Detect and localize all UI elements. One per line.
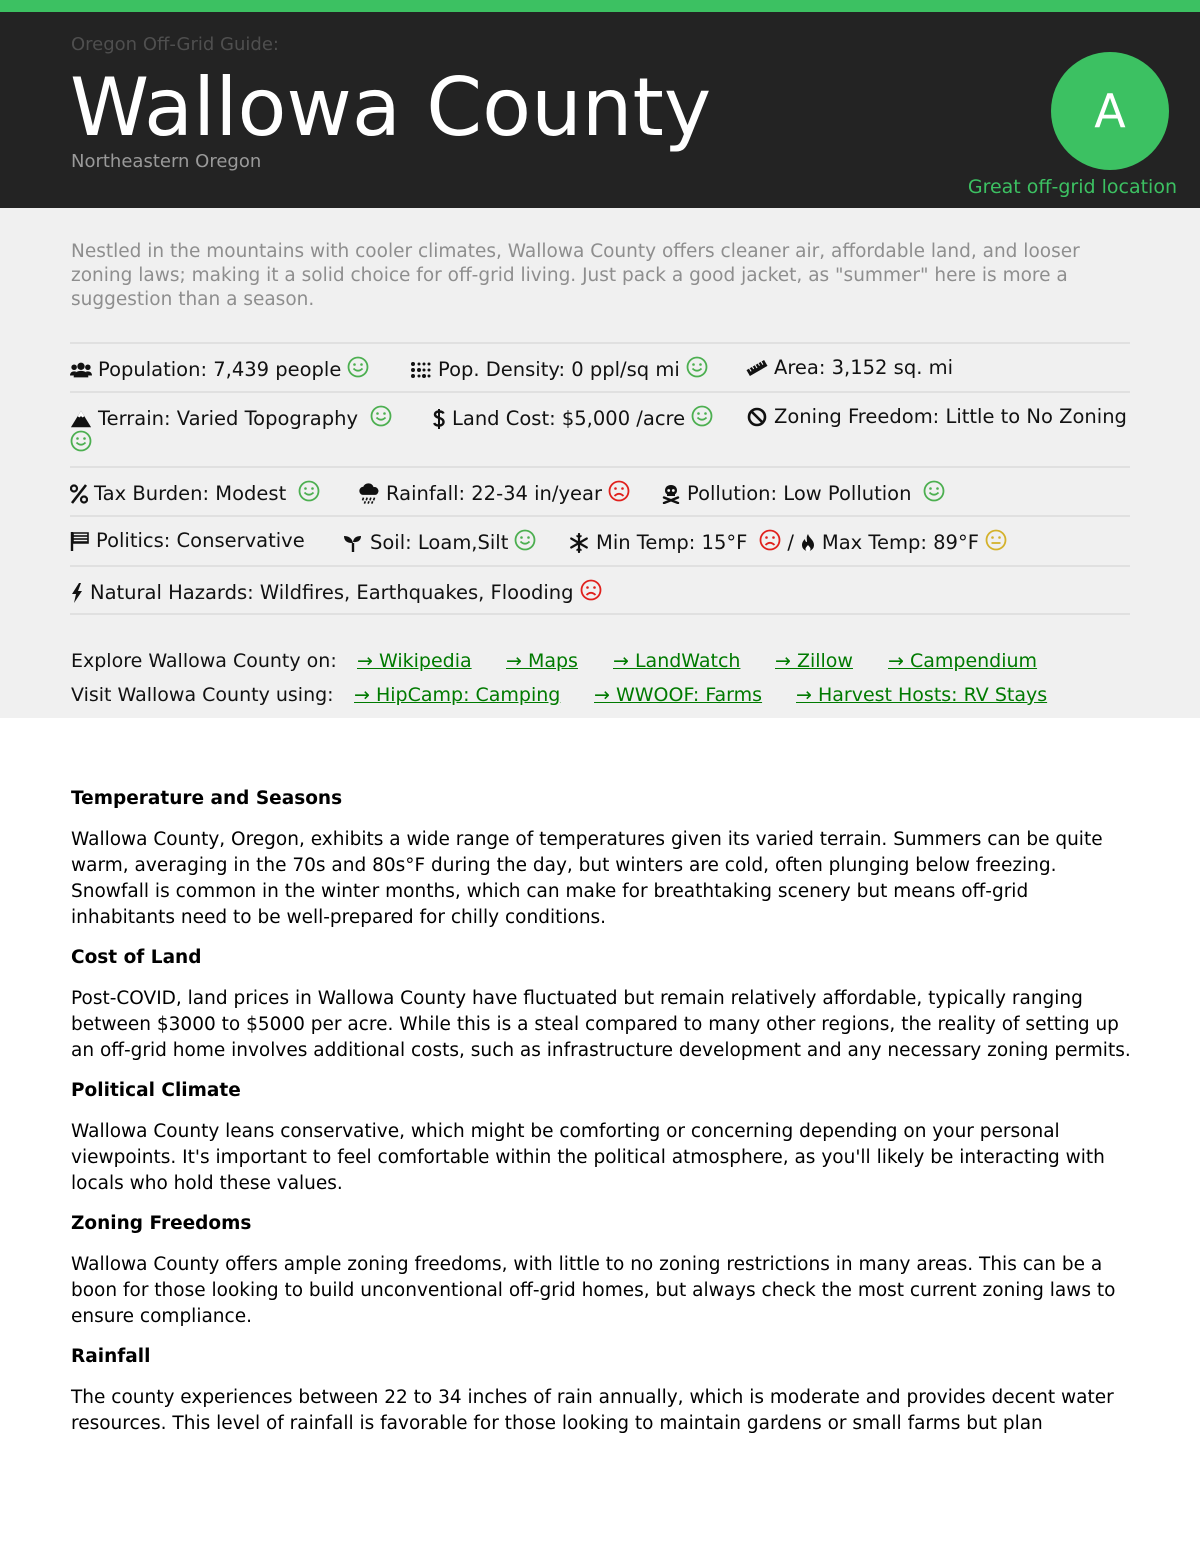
mountain-icon	[70, 408, 92, 430]
grade-badge: A	[1051, 52, 1169, 170]
stat-area-text: Area: 3,152 sq. mi	[774, 356, 954, 379]
frown-icon	[580, 579, 602, 606]
stat-terrain	[70, 405, 392, 432]
neutral-face-icon	[985, 529, 1007, 556]
link-campendium[interactable]: → Campendium	[888, 650, 1038, 672]
percent-icon	[70, 483, 88, 505]
article-body	[71, 787, 1131, 1452]
link-harvest-hosts[interactable]: → Harvest Hosts: RV Stays	[796, 684, 1048, 706]
grade-label: Great off-grid location	[967, 176, 1177, 198]
smiley-icon	[686, 356, 708, 383]
smiley-icon	[70, 430, 92, 457]
section-paragraph: Wallowa County leans conservative, which might be comforting or concerning depending on your personal viewpoints. It's important to feel comfortable within the political atmosphere, as you'll likely be interacting with locals who hold these values.	[71, 1121, 1105, 1194]
flag-icon	[70, 530, 90, 552]
frown-icon	[608, 480, 630, 507]
stat-max-temp-text: Max Temp: 89°F	[821, 531, 979, 554]
smiley-icon	[370, 405, 392, 432]
page-title: Wallowa County	[70, 61, 712, 154]
summary-panel	[0, 208, 1200, 718]
smiley-icon	[923, 480, 945, 507]
stat-pollution	[661, 480, 945, 507]
link-maps[interactable]: → Maps	[506, 650, 578, 672]
stat-rainfall-text: Rainfall: 22-34 in/year	[386, 482, 602, 505]
stat-rainfall	[358, 480, 630, 507]
stat-land-cost	[432, 405, 713, 432]
stat-zoning-text: Zoning Freedom: Little to No Zoning	[774, 405, 1127, 428]
smiley-icon	[514, 529, 536, 556]
section-heading: Temperature and Seasons	[71, 788, 343, 809]
stat-hazards	[70, 579, 602, 606]
smiley-icon	[691, 405, 713, 432]
stat-soil	[342, 529, 536, 556]
region-subtitle: Northeastern Oregon	[71, 151, 262, 172]
link-wikipedia[interactable]: → Wikipedia	[357, 650, 472, 672]
smiley-icon	[347, 356, 369, 383]
stat-land-cost-text: Land Cost: $5,000 /acre	[452, 407, 686, 430]
stat-soil-text: Soil: Loam,Silt	[370, 531, 509, 554]
link-zillow[interactable]: → Zillow	[775, 650, 853, 672]
smiley-icon	[298, 480, 320, 507]
dots-grid-icon	[410, 359, 432, 381]
stats-row-1	[70, 342, 1130, 391]
accent-bar	[0, 0, 1200, 12]
section-paragraph: Wallowa County, Oregon, exhibits a wide range of temperatures given its varied terrain. Summers can be quite warm, averaging in the 70s and 80s°F during the day, but winters are cold, often plunging below freezing. Snowfall is common in the winter months, which can make for breathtaking scenery but means off-grid inhabitants need to be well-prepared for chilly conditions.	[71, 829, 1103, 928]
fire-icon	[800, 532, 816, 554]
stats-row-4	[70, 515, 1130, 565]
explore-label: Explore Wallowa County on:	[71, 650, 337, 672]
ruler-icon	[746, 357, 768, 379]
snowflake-icon	[568, 532, 590, 554]
stat-tax	[70, 480, 320, 507]
dollar-icon	[432, 408, 446, 430]
section-heading: Zoning Freedoms	[71, 1213, 252, 1234]
stat-politics	[70, 529, 305, 552]
skull-crossbones-icon	[661, 483, 681, 505]
link-hipcamp[interactable]: → HipCamp: Camping	[354, 684, 561, 706]
visit-label: Visit Wallowa County using:	[71, 684, 334, 706]
page-header	[0, 12, 1200, 208]
stat-density	[410, 356, 708, 383]
seedling-icon	[342, 532, 364, 554]
stat-population-text: Population: 7,439 people	[98, 358, 342, 381]
section-paragraph: Post-COVID, land prices in Wallowa County have fluctuated but remain relatively affordable, typically ranging between $3000 to $5000 per acre. While this is a steal compared to many other regions, the reality of setting up an off-grid home involves additional costs, such as infrastructure development and any necessary zoning permits.	[71, 988, 1131, 1061]
stat-min-temp-text: Min Temp: 15°F	[596, 531, 748, 554]
stats-row-3	[70, 466, 1130, 515]
section-paragraph: Wallowa County offers ample zoning freedoms, with little to no zoning restrictions in many areas. This can be a boon for those looking to build unconventional off-grid homes, but always check the most current zoning laws to ensure compliance.	[71, 1254, 1116, 1327]
users-icon	[70, 359, 92, 381]
link-wwoof[interactable]: → WWOOF: Farms	[594, 684, 763, 706]
stat-temperature	[568, 529, 1007, 556]
stat-tax-text: Tax Burden: Modest	[94, 482, 287, 505]
stats-row-2	[70, 391, 1130, 466]
stats-row-5	[70, 565, 1130, 615]
bolt-icon	[70, 582, 84, 604]
temp-separator: /	[787, 531, 794, 554]
stat-area	[746, 356, 953, 379]
section-heading: Political Climate	[71, 1080, 241, 1101]
stat-population	[70, 356, 369, 383]
section-heading: Rainfall	[71, 1346, 151, 1367]
stat-density-text: Pop. Density: 0 ppl/sq mi	[438, 358, 680, 381]
stat-zoning	[746, 405, 1127, 428]
guide-kicker: Oregon Off-Grid Guide:	[71, 34, 279, 55]
cloud-rain-icon	[358, 483, 380, 505]
stat-pollution-text: Pollution: Low Pollution	[687, 482, 912, 505]
stat-terrain-text: Terrain: Varied Topography	[98, 407, 359, 430]
section-paragraph: The county experiences between 22 to 34 inches of rain annually, which is moderate and provides decent water resources. This level of rainfall is favorable for those looking to maintain gardens or small farms but plan	[71, 1387, 1114, 1434]
section-heading: Cost of Land	[71, 947, 202, 968]
stat-zoning-rating	[70, 430, 92, 457]
link-landwatch[interactable]: → LandWatch	[613, 650, 741, 672]
frown-icon	[759, 529, 781, 556]
stat-politics-text: Politics: Conservative	[96, 529, 305, 552]
ban-icon	[746, 406, 768, 428]
summary-text: Nestled in the mountains with cooler climates, Wallowa County offers cleaner air, affordable land, and looser zoning laws; making it a solid choice for off-grid living. Just pack a good jacket, as "summer" here is more a suggestion than a season.	[71, 241, 1080, 310]
stat-hazards-text: Natural Hazards: Wildfires, Earthquakes, Flooding	[90, 581, 574, 604]
